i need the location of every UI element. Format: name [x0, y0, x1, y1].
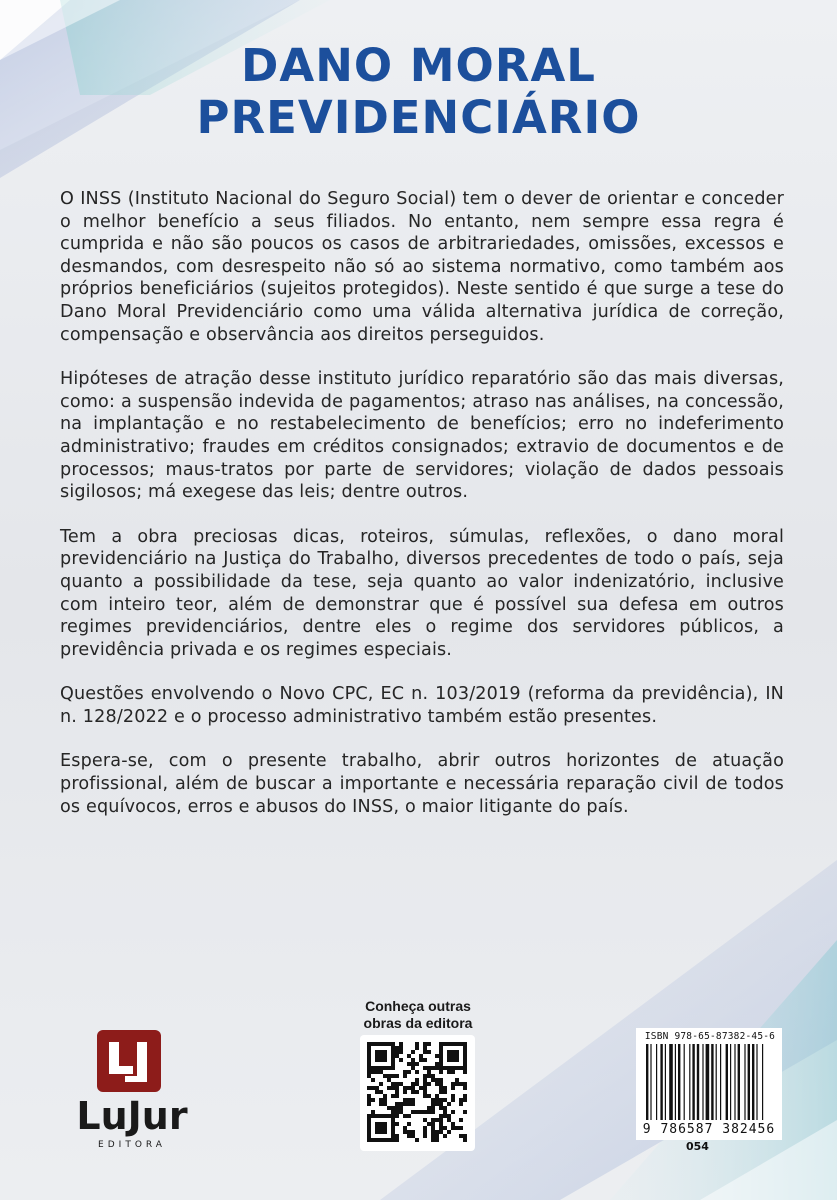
- lujur-logo-icon: [97, 1030, 161, 1092]
- book-title: [0, 40, 837, 144]
- price-code: 054: [686, 1140, 709, 1153]
- isbn-label: ISBN 978-65-87382-45-6: [644, 1031, 776, 1042]
- paragraph-3: Tem a obra preciosas dicas, roteiros, súmulas, reflexões, o dano moral previdenciário na Justiça do Trabalho, diversos precedentes de todo o país, seja quanto a possibilidade da tese, seja quanto ao valor indenizatório, inclusive com inteiro teor, além de demonstrar que é possível sua defesa em outros regimes previdenciários, dentre eles o regime dos servidores públicos, a previdência privada e os regimes especiais.: [60, 526, 784, 660]
- publisher-name: LuJur: [76, 1094, 188, 1138]
- paragraph-2: Hipóteses de atração desse instituto jurídico reparatório são das mais diversas, como: a suspensão indevida de pagamentos; atraso nas análises, na concessão, na implantação e no restabelecimento de benefícios; erro no indeferimento administrativo; fraudes em créditos consignados; extravio de documentos e de processos; maus-tratos por parte de servidores; violação de dados pessoais sigilosos; má exegese das leis; dentre outros.: [60, 369, 784, 503]
- qr-caption-line-1: Conheça outras: [365, 998, 471, 1014]
- isbn-barcode: [636, 1028, 782, 1140]
- qr-caption-line-2: obras da editora: [363, 1015, 473, 1031]
- paragraph-4: Questões envolvendo o Novo CPC, EC n. 103/2019 (reforma da previdência), IN n. 128/2022 e o processo administrativo também estão presentes.: [60, 684, 784, 727]
- paragraph-5: Espera-se, com o presente trabalho, abrir outros horizontes de atuação profissional, além de buscar a importante e necessária reparação civil de todos os equívocos, erros e abusos do INSS, o maior litigante do país.: [60, 751, 784, 817]
- publisher-subtitle: EDITORA: [98, 1140, 166, 1150]
- qr-code-icon[interactable]: [360, 1035, 475, 1151]
- publisher-logo: [62, 1028, 202, 1158]
- paragraph-1: O INSS (Instituto Nacional do Seguro Social) tem o dever de orientar e conceder o melhor benefício a seus filiados. No entanto, nem sempre essa regra é cumprida e não são poucos os casos de arbitrariedades, omissões, excessos e desmandos, com desrespeito não só ao sistema normativo, como também aos próprios beneficiários (sujeitos protegidos). Neste sentido é que surge a tese do Dano Moral Previdenciário como uma válida alternativa jurídica de correção, compensação e observância aos direitos perseguidos.: [60, 189, 784, 345]
- barcode-number: 9 786587 382456: [642, 1122, 776, 1137]
- title-line-1: DANO MORAL: [241, 39, 596, 92]
- qr-caption: [340, 998, 496, 1032]
- title-line-2: PREVIDENCIÁRIO: [196, 91, 641, 144]
- back-cover-text: [60, 188, 784, 840]
